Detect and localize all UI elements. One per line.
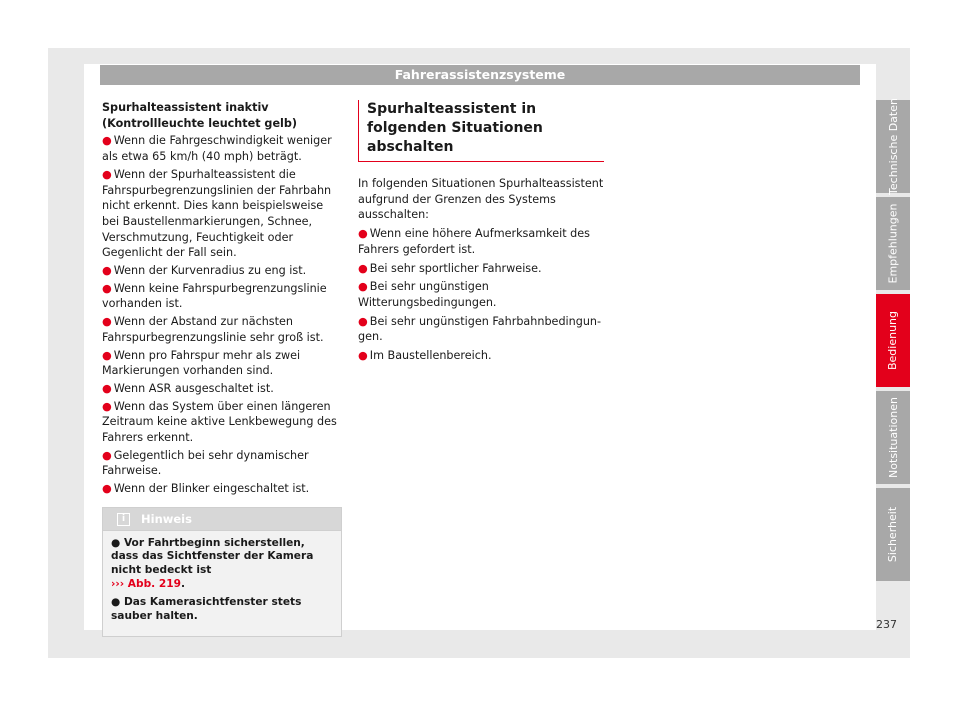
bullet-icon: ● [102,399,112,413]
page-number: 237 [876,618,897,631]
intro-paragraph: In folgenden Situationen Spurhalteassistent aufgrund der Grenzen des Systems ausschalten: [358,177,604,222]
bullet-icon: ● [111,596,124,609]
tab-sicherheit[interactable]: Sicherheit [876,488,910,581]
tab-technische-daten[interactable]: Technische Daten [876,100,910,193]
note-item: ● Vor Fahrtbeginn sicherstellen, dass das Sichtfenster der Kamera nicht bedeckt ist ››› Abb. 219. [111,536,314,590]
list-item: ● Wenn der Abstand zur nächsten Fahrspurbegrenzungslinie sehr groß ist. [102,315,324,344]
figure-reference-link[interactable]: ››› Abb. 219 [111,577,181,590]
bullet-icon: ● [102,381,112,395]
list-item: ● Wenn die Fahrgeschwindigkeit weniger als etwa 65 km/h (40 mph) beträgt. [102,134,332,164]
info-icon: i [117,513,130,526]
note-title: Hinweis [141,511,192,526]
list-item: ● Wenn das System über einen längeren Zeitraum keine aktive Lenkbewegung des Fahrers erkennt. [102,399,337,445]
list-item: ● Wenn pro Fahrspur mehr als zwei Markierungen vorhanden sind. [102,348,301,378]
list-item: ● Wenn keine Fahrspurbegrenzungslinie vorhanden ist. [102,281,327,311]
bullet-icon: ● [358,280,368,294]
list-item: ● Wenn eine höhere Aufmerksamkeit des Fahrers gefordert ist. [358,227,590,256]
list-item: ● Bei sehr sportlicher Fahrweise. [358,261,542,275]
page-header: Fahrerassistenzsysteme [100,65,860,85]
note-header [103,508,341,531]
tab-bedienung[interactable]: Bedienung [876,294,910,387]
bullet-icon: ● [102,281,112,295]
list-item: ● Im Baustellenbereich. [358,349,492,363]
left-subheading: Spurhalteassistent inaktiv (Kontrollleuchte leuchtet gelb) [102,101,297,130]
bullet-icon: ● [102,167,112,181]
bullet-icon: ● [102,264,112,278]
bullet-icon: ● [102,482,112,496]
list-item: ● Bei sehr ungünstigen Witterungsbedingungen. [358,280,497,309]
note-box [102,507,342,638]
bullet-icon: ● [102,448,112,462]
bullet-icon: ● [102,134,112,148]
note-body [103,531,341,637]
bullet-icon: ● [358,227,368,241]
note-item: ● Das Kamerasichtfenster stets sauber halten. [111,596,302,622]
tab-notsituationen[interactable]: Notsituationen [876,391,910,484]
bullet-icon: ● [111,536,124,549]
section-heading: Spurhalteassistent in folgenden Situationen abschalten [358,100,604,162]
tab-empfehlungen[interactable]: Empfehlungen [876,197,910,290]
list-item: ● Wenn ASR ausgeschaltet ist. [102,381,274,395]
bullet-icon: ● [358,261,368,275]
bullet-icon: ● [102,348,112,362]
bullet-icon: ● [358,349,368,363]
right-column [358,100,604,364]
list-item: ● Bei sehr ungünstigen Fahrbahnbedingungen. [358,314,602,344]
list-item: ● Wenn der Blinker eingeschaltet ist. [102,482,310,496]
list-item: ● Gelegentlich bei sehr dynamischer Fahrweise. [102,448,309,478]
left-column [102,100,342,637]
list-item: ● Wenn der Kurvenradius zu eng ist. [102,264,307,278]
bullet-icon: ● [102,315,112,329]
bullet-icon: ● [358,314,368,328]
list-item: ● Wenn der Spurhalteassistent die Fahrspurbegrenzungslinien der Fahrbahn nicht erkennt. Dies kann beispielsweise bei Baustellenmarkierungen, Schnee, Verschmutzung, Feuchtigkeit oder Gegenlicht der Fall sein. [102,167,332,260]
